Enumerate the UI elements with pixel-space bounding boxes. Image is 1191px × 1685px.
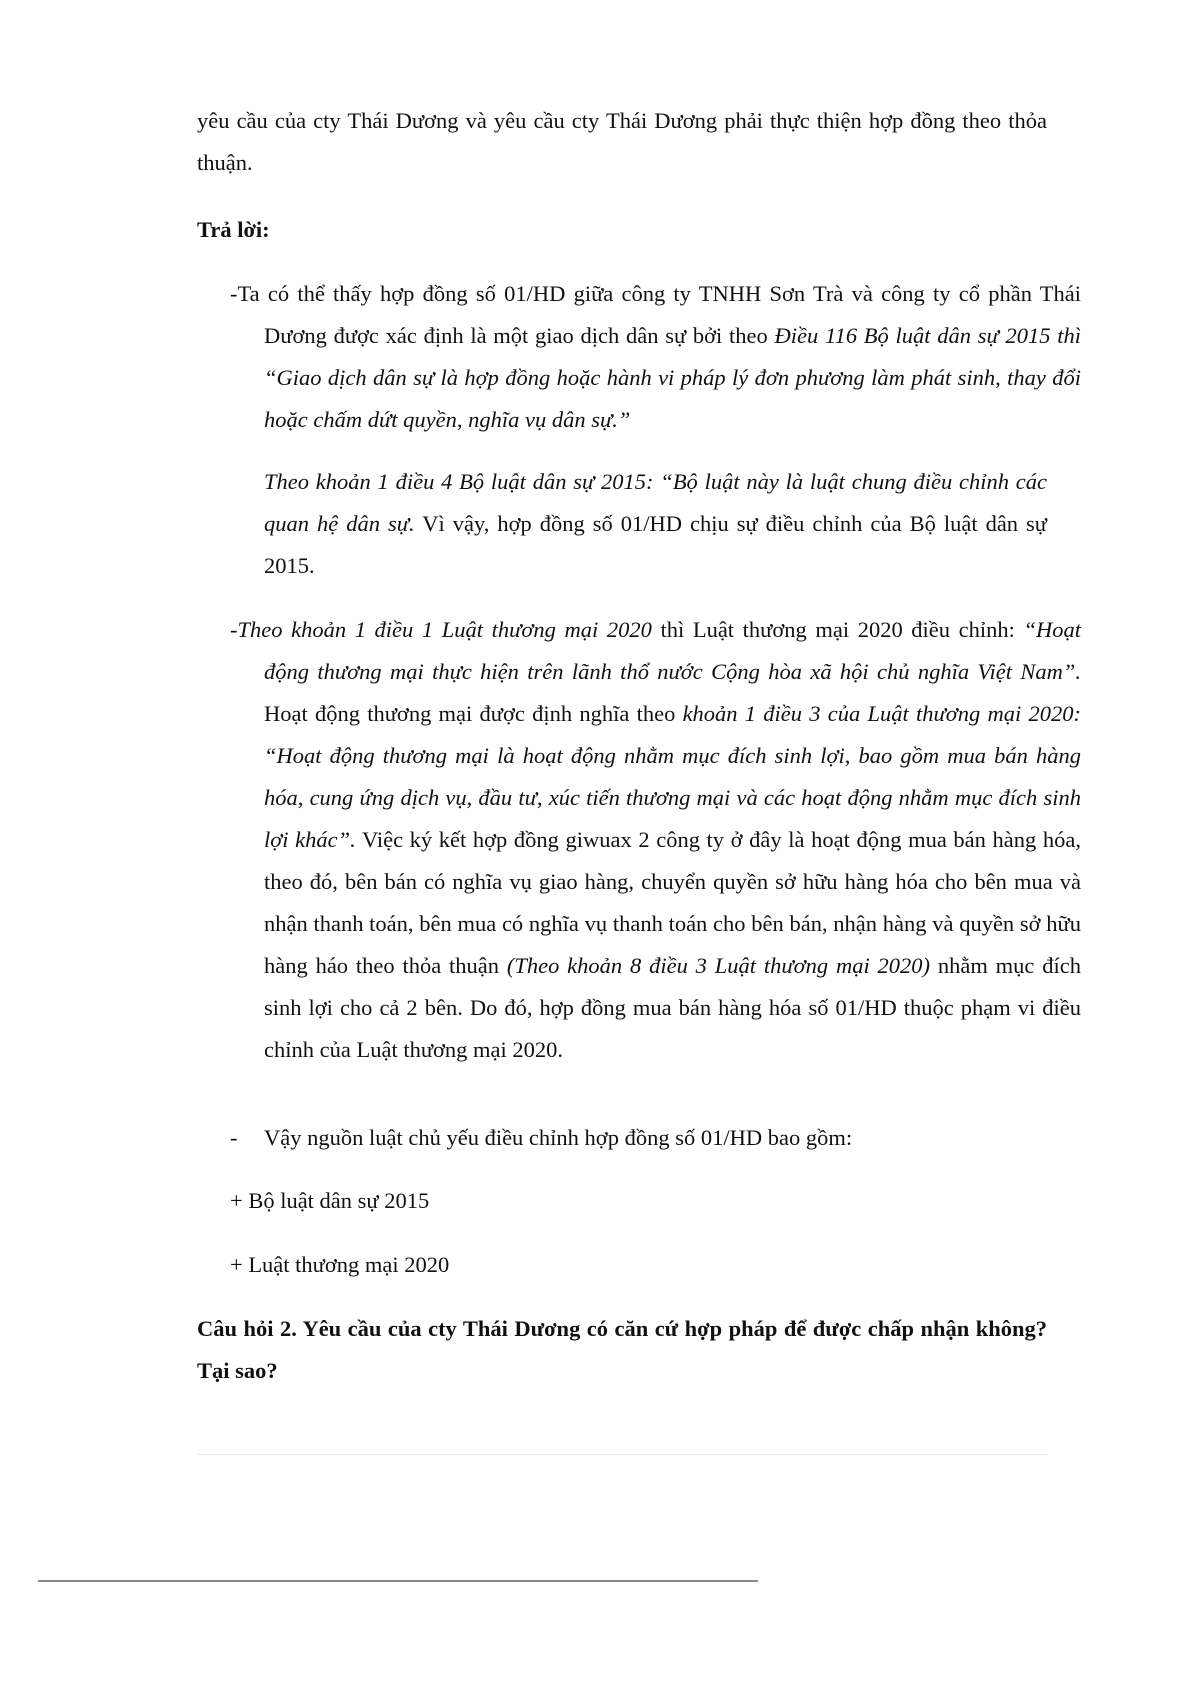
summary-text: Vậy nguồn luật chủ yếu điều chỉnh hợp đồng số 01/HD bao gồm: bbox=[264, 1125, 853, 1150]
intro-paragraph bbox=[197, 100, 1047, 184]
footer-rule bbox=[38, 1580, 758, 1582]
page-divider bbox=[197, 1454, 1047, 1455]
paragraph-commercial-law bbox=[230, 609, 1081, 1071]
paragraph-civil-code-scope-text: Vì vậy, hợp đồng số 01/HD chịu sự điều chỉnh của Bộ luật dân sự 2015. bbox=[264, 511, 1048, 578]
paragraph-civil-transaction-text: -Ta có thể thấy hợp đồng số 01/HD giữa công ty TNHH Sơn Trà và công ty cổ phần Thái Dương được xác định là một giao dịch dân sự bởi theo bbox=[230, 281, 1081, 348]
dash-marker: - bbox=[230, 617, 238, 642]
commercial-law-text-3: Việc ký kết hợp đồng giwuax 2 công ty ở đây là hoạt động mua bán hàng hóa, theo đó, bên bán có nghĩa vụ giao hàng, chuyển quyền sở hữu hàng hóa cho bên mua và nhận thanh toán, bên mua có nghĩa vụ thanh toán cho bên bán, nhận hàng và quyền sở hữu hàng háo theo thỏa thuận bbox=[264, 827, 1081, 978]
commercial-law-text-4: nhằm mục đích sinh lợi cho cả 2 bên. Do đó, hợp đồng mua bán hàng hóa số 01/HD thuộc phạm vi điều chỉnh của Luật thương mại 2020. bbox=[264, 953, 1081, 1062]
commercial-law-text-1: thì Luật thương mại 2020 điều chỉnh: bbox=[651, 617, 1024, 642]
commercial-law-article-3-ref: (Theo khoản 8 điều 3 Luật thương mại 2020) bbox=[506, 953, 931, 978]
article-116-quote: Điều 116 Bộ luật dân sự 2015 thì “Giao dịch dân sự là hợp đồng hoặc hành vi pháp lý đơn phương làm phát sinh, thay đổi hoặc chấm dứt quyền, nghĩa vụ dân sự.” bbox=[264, 323, 1082, 432]
source-item-commercial-law: + Luật thương mại 2020 bbox=[230, 1252, 450, 1277]
summary-line bbox=[230, 1117, 852, 1159]
question-2-heading: Câu hỏi 2. Yêu cầu của cty Thái Dương có căn cứ hợp pháp để được chấp nhận không? Tại sao? bbox=[197, 1316, 1047, 1383]
paragraph-civil-code-scope bbox=[264, 461, 1047, 587]
answer-heading: Trả lời: bbox=[197, 217, 270, 242]
commercial-activity-definition-quote: khoản 1 điều 3 của Luật thương mại 2020: “Hoạt động thương mại là hoạt động nhằm mục đích sinh lợi, bao gồm mua bán hàng hóa, cung ứng dịch vụ, đầu tư, xúc tiến thương mại và các hoạt động nhằm mục đích sinh lợi khác”. bbox=[264, 701, 1081, 852]
source-item-civil-code: + Bộ luật dân sự 2015 bbox=[230, 1188, 430, 1213]
paragraph-civil-transaction bbox=[230, 273, 1081, 441]
summary-dash: - bbox=[230, 1125, 238, 1150]
commercial-law-text-2: Hoạt động thương mại được định nghĩa theo bbox=[264, 701, 683, 726]
commercial-law-article-1-ref: Theo khoản 1 điều 1 Luật thương mại 2020 bbox=[237, 617, 652, 642]
intro-text: yêu cầu của cty Thái Dương và yêu cầu cty Thái Dương phải thực thiện hợp đồng theo thỏa thuận. bbox=[197, 108, 1047, 175]
commercial-law-scope-quote: “Hoạt động thương mại thực hiện trên lãnh thổ nước Cộng hòa xã hội chủ nghĩa Việt Nam”. bbox=[264, 617, 1081, 684]
article-4-quote: Theo khoản 1 điều 4 Bộ luật dân sự 2015: “Bộ luật này là luật chung điều chỉnh các quan hệ dân sự. bbox=[264, 469, 1047, 536]
